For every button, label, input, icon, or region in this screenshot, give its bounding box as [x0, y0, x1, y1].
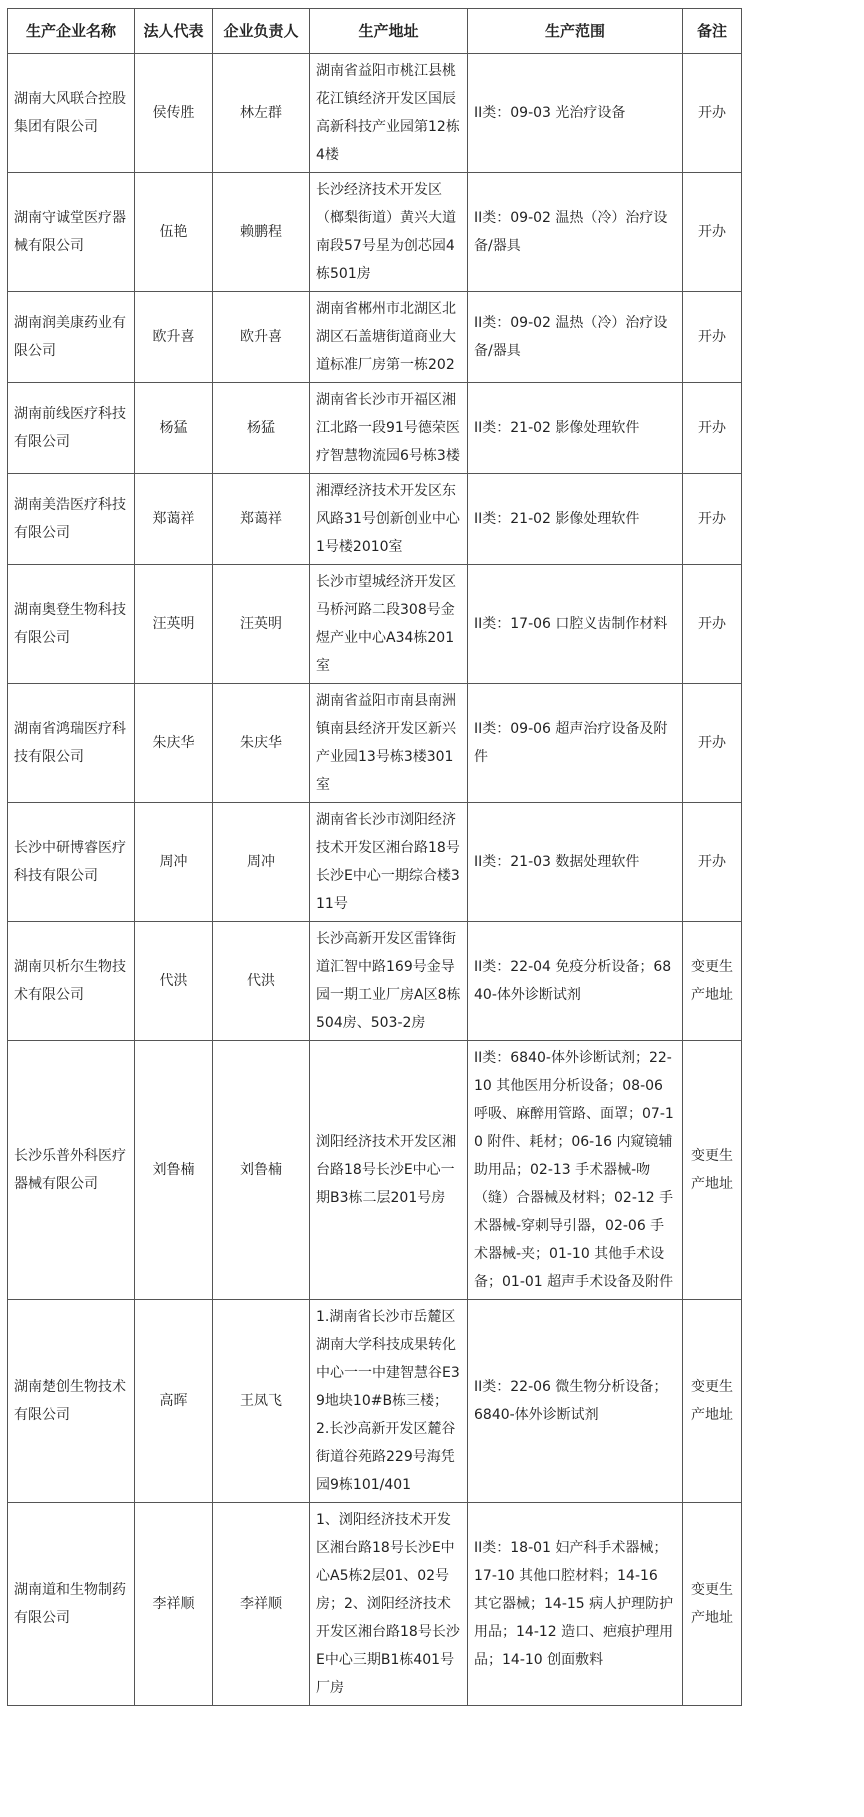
table-body — [8, 54, 742, 1706]
cell-manager: 朱庆华 — [213, 684, 310, 803]
cell-scope: II类：21-02 影像处理软件 — [468, 383, 683, 474]
cell-address: 湖南省长沙市浏阳经济技术开发区湘台路18号长沙E中心一期综合楼311号 — [310, 803, 468, 922]
cell-legal-rep: 朱庆华 — [135, 684, 213, 803]
cell-note: 开办 — [683, 292, 742, 383]
cell-address: 1、浏阳经济技术开发区湘台路18号长沙E中心A5栋2层01、02号房；2、浏阳经济技术开发区湘台路18号长沙E中心三期B1栋401号厂房 — [310, 1503, 468, 1706]
cell-legal-rep: 高晖 — [135, 1300, 213, 1503]
cell-note: 变更生产地址 — [683, 1503, 742, 1706]
cell-company: 湖南省鸿瑞医疗科技有限公司 — [8, 684, 135, 803]
cell-legal-rep: 侯传胜 — [135, 54, 213, 173]
cell-scope: II类：09-06 超声治疗设备及附件 — [468, 684, 683, 803]
cell-company: 湖南美浩医疗科技有限公司 — [8, 474, 135, 565]
header-row — [8, 9, 742, 54]
cell-manager: 郑蔼祥 — [213, 474, 310, 565]
cell-legal-rep: 周冲 — [135, 803, 213, 922]
cell-legal-rep: 李祥顺 — [135, 1503, 213, 1706]
cell-legal-rep: 郑蔼祥 — [135, 474, 213, 565]
cell-scope: II类：21-03 数据处理软件 — [468, 803, 683, 922]
table-row — [8, 474, 742, 565]
header-address: 生产地址 — [310, 9, 468, 54]
cell-company: 长沙乐普外科医疗器械有限公司 — [8, 1041, 135, 1300]
cell-manager: 赖鹏程 — [213, 173, 310, 292]
cell-scope: II类：09-02 温热（冷）治疗设备/器具 — [468, 173, 683, 292]
header-scope: 生产范围 — [468, 9, 683, 54]
cell-company: 湖南楚创生物技术有限公司 — [8, 1300, 135, 1503]
cell-address: 长沙经济技术开发区（榔梨街道）黄兴大道南段57号星为创芯园4栋501房 — [310, 173, 468, 292]
header-legal-rep: 法人代表 — [135, 9, 213, 54]
cell-scope: II类：22-04 免疫分析设备；6840-体外诊断试剂 — [468, 922, 683, 1041]
cell-legal-rep: 伍艳 — [135, 173, 213, 292]
cell-scope: II类：21-02 影像处理软件 — [468, 474, 683, 565]
cell-note: 开办 — [683, 803, 742, 922]
cell-legal-rep: 杨猛 — [135, 383, 213, 474]
cell-note: 变更生产地址 — [683, 922, 742, 1041]
cell-company: 湖南守诚堂医疗器械有限公司 — [8, 173, 135, 292]
enterprise-table — [7, 8, 742, 1706]
cell-legal-rep: 代洪 — [135, 922, 213, 1041]
table-row — [8, 383, 742, 474]
cell-company: 长沙中研博睿医疗科技有限公司 — [8, 803, 135, 922]
cell-address: 浏阳经济技术开发区湘台路18号长沙E中心一期B3栋二层201号房 — [310, 1041, 468, 1300]
cell-manager: 林左群 — [213, 54, 310, 173]
cell-note: 变更生产地址 — [683, 1300, 742, 1503]
cell-address: 湖南省郴州市北湖区北湖区石盖塘街道商业大道标准厂房第一栋202 — [310, 292, 468, 383]
cell-scope: II类：17-06 口腔义齿制作材料 — [468, 565, 683, 684]
header-company: 生产企业名称 — [8, 9, 135, 54]
table-row — [8, 922, 742, 1041]
cell-scope: II类：09-02 温热（冷）治疗设备/器具 — [468, 292, 683, 383]
cell-manager: 欧升喜 — [213, 292, 310, 383]
cell-company: 湖南奥登生物科技有限公司 — [8, 565, 135, 684]
cell-scope: II类：22-06 微生物分析设备；6840-体外诊断试剂 — [468, 1300, 683, 1503]
cell-company: 湖南润美康药业有限公司 — [8, 292, 135, 383]
cell-manager: 杨猛 — [213, 383, 310, 474]
cell-note: 开办 — [683, 565, 742, 684]
table-row — [8, 1503, 742, 1706]
cell-address: 长沙市望城经济开发区马桥河路二段308号金煜产业中心A34栋201室 — [310, 565, 468, 684]
header-note: 备注 — [683, 9, 742, 54]
table-row — [8, 54, 742, 173]
cell-legal-rep: 欧升喜 — [135, 292, 213, 383]
cell-company: 湖南大风联合控股集团有限公司 — [8, 54, 135, 173]
cell-note: 开办 — [683, 54, 742, 173]
table-row — [8, 684, 742, 803]
cell-company: 湖南道和生物制药有限公司 — [8, 1503, 135, 1706]
table-row — [8, 565, 742, 684]
cell-manager: 李祥顺 — [213, 1503, 310, 1706]
cell-manager: 周冲 — [213, 803, 310, 922]
cell-company: 湖南贝析尔生物技术有限公司 — [8, 922, 135, 1041]
table-row — [8, 1300, 742, 1503]
cell-company: 湖南前线医疗科技有限公司 — [8, 383, 135, 474]
cell-address: 湖南省益阳市南县南洲镇南县经济开发区新兴产业园13号栋3楼301室 — [310, 684, 468, 803]
cell-scope: II类：09-03 光治疗设备 — [468, 54, 683, 173]
cell-address: 湖南省长沙市开福区湘江北路一段91号德荣医疗智慧物流园6号栋3楼 — [310, 383, 468, 474]
cell-manager: 王凤飞 — [213, 1300, 310, 1503]
cell-scope: II类：6840-体外诊断试剂；22-10 其他医用分析设备；08-06 呼吸、麻醉用管路、面罩；07-10 附件、耗材；06-16 内窥镜辅助用品；02-13 手术器械-吻（缝）合器械及材料；02-12 手术器械-穿刺导引器，02-06 手术器械-夹；01-10 其他手术设备；01-01 超声手术设备及附件 — [468, 1041, 683, 1300]
cell-manager: 汪英明 — [213, 565, 310, 684]
cell-note: 开办 — [683, 684, 742, 803]
cell-manager: 刘鲁楠 — [213, 1041, 310, 1300]
cell-address: 1.湖南省长沙市岳麓区湖南大学科技成果转化中心一一中建智慧谷E39地块10#B栋三楼；2.长沙高新开发区麓谷街道谷苑路229号海凭园9栋101/401 — [310, 1300, 468, 1503]
cell-scope: II类：18-01 妇产科手术器械；17-10 其他口腔材料；14-16 其它器械；14-15 病人护理防护用品；14-12 造口、疤痕护理用品；14-10 创面敷料 — [468, 1503, 683, 1706]
table-row — [8, 173, 742, 292]
cell-note: 变更生产地址 — [683, 1041, 742, 1300]
cell-manager: 代洪 — [213, 922, 310, 1041]
cell-address: 长沙高新开发区雷锋街道汇智中路169号金导园一期工业厂房A区8栋504房、503-2房 — [310, 922, 468, 1041]
cell-note: 开办 — [683, 383, 742, 474]
table-row — [8, 803, 742, 922]
cell-address: 湘潭经济技术开发区东风路31号创新创业中心1号楼2010室 — [310, 474, 468, 565]
cell-note: 开办 — [683, 474, 742, 565]
table-row — [8, 1041, 742, 1300]
cell-note: 开办 — [683, 173, 742, 292]
table-row — [8, 292, 742, 383]
header-manager: 企业负责人 — [213, 9, 310, 54]
table-header — [8, 9, 742, 54]
cell-address: 湖南省益阳市桃江县桃花江镇经济开发区国辰高新科技产业园第12栋4楼 — [310, 54, 468, 173]
cell-legal-rep: 刘鲁楠 — [135, 1041, 213, 1300]
cell-legal-rep: 汪英明 — [135, 565, 213, 684]
